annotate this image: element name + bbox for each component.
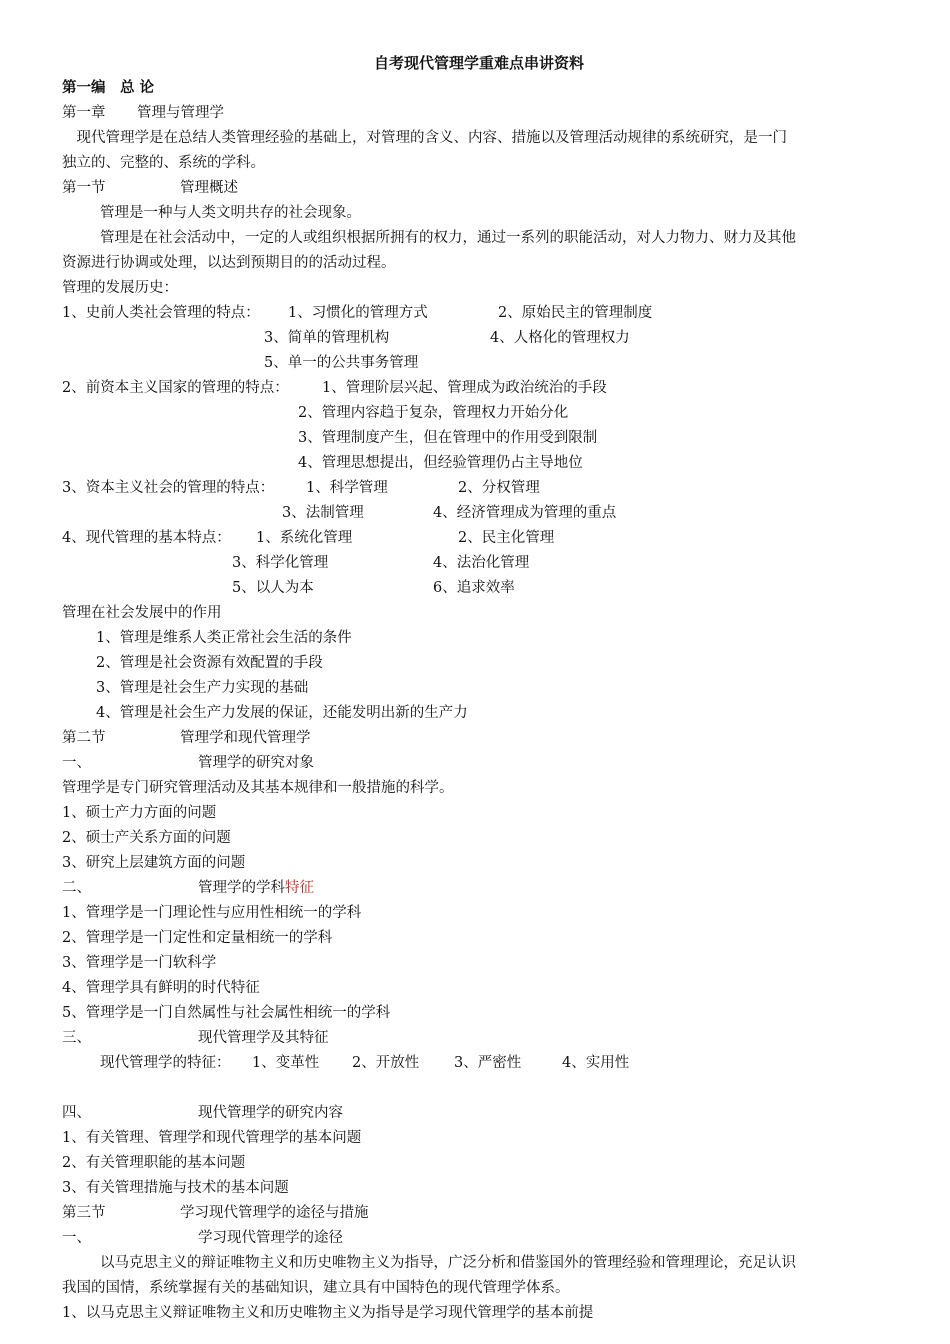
- history-4-lead: 4、现代管理的基本特点：: [62, 530, 231, 546]
- history-2-lead: 2、前资本主义国家的管理的特点：: [62, 380, 289, 396]
- feature-item: 1、变革性: [252, 1055, 320, 1071]
- section-1-name: 管理概述: [180, 180, 238, 196]
- history-2-item: 3、管理制度产生，但在管理中的作用受到限制: [298, 430, 598, 446]
- list-item: 1、以马克思主义辩证唯物主义和历史唯物主义为指导是学习现代管理学的基本前提: [62, 1305, 594, 1321]
- history-4-item: 6、追求效率: [433, 580, 515, 596]
- subsection-name: 学习现代管理学的途径: [198, 1230, 343, 1246]
- history-1-lead: 1、史前人类社会管理的特点：: [62, 305, 260, 321]
- subsection-number: 一、: [62, 755, 91, 771]
- list-item: 4、管理学具有鲜明的时代特征: [62, 980, 260, 996]
- section-1-number: 第一节: [62, 180, 106, 196]
- feature-item: 2、开放性: [352, 1055, 420, 1071]
- section-3-name: 学习现代管理学的途径与措施: [180, 1205, 369, 1221]
- chapter-heading-name: 管理与管理学: [137, 105, 224, 121]
- feature-lead: 现代管理学的特征：: [100, 1055, 231, 1071]
- subsection-number: 四、: [62, 1105, 91, 1121]
- list-item: 2、有关管理职能的基本问题: [62, 1155, 246, 1171]
- subsection-number: 一、: [62, 1230, 91, 1246]
- history-2-item: 2、管理内容趋于复杂，管理权力开始分化: [298, 405, 569, 421]
- subsection-number: 二、: [62, 880, 91, 896]
- list-item: 2、硕士产关系方面的问题: [62, 830, 231, 846]
- feature-item: 3、严密性: [454, 1055, 522, 1071]
- list-item: 3、有关管理措施与技术的基本问题: [62, 1180, 289, 1196]
- role-item: 1、管理是维系人类正常社会生活的条件: [96, 630, 352, 646]
- intro-line-2: 独立的、完整的、系统的学科。: [62, 155, 265, 171]
- list-item: 1、有关管理、管理学和现代管理学的基本问题: [62, 1130, 362, 1146]
- subsection-name-text: 管理学的学科: [198, 880, 285, 896]
- definition-1: 管理是一种与人类文明共存的社会现象。: [100, 205, 361, 221]
- history-3-item: 3、法制管理: [282, 505, 364, 521]
- role-item: 3、管理是社会生产力实现的基础: [96, 680, 309, 696]
- subsection-name: 现代管理学及其特征: [198, 1030, 329, 1046]
- list-item: 5、管理学是一门自然属性与社会属性相统一的学科: [62, 1005, 391, 1021]
- part-heading: 第一编 总 论: [62, 79, 155, 96]
- history-2-item: 4、管理思想提出，但经验管理仍占主导地位: [298, 455, 583, 471]
- subsection-definition: 管理学是专门研究管理活动及其基本规律和一般措施的科学。: [62, 780, 454, 796]
- history-1-item: 3、简单的管理机构: [264, 330, 390, 346]
- list-item: 1、管理学是一门理论性与应用性相统一的学科: [62, 905, 362, 921]
- section-2-number: 第二节: [62, 730, 106, 746]
- history-3-item: 4、经济管理成为管理的重点: [433, 505, 617, 521]
- history-2-item: 1、管理阶层兴起、管理成为政治统治的手段: [322, 380, 607, 396]
- paragraph-line-2: 我国的国情，系统掌握有关的基础知识，建立具有中国特色的现代管理学体系。: [62, 1280, 570, 1296]
- list-item: 3、研究上层建筑方面的问题: [62, 855, 246, 871]
- role-label: 管理在社会发展中的作用: [62, 605, 222, 621]
- history-1-item: 2、原始民主的管理制度: [498, 305, 653, 321]
- list-item: 3、管理学是一门软科学: [62, 955, 217, 971]
- subsection-name: 现代管理学的研究内容: [198, 1105, 343, 1121]
- history-1-item: 4、人格化的管理权力: [490, 330, 630, 346]
- list-item: 2、管理学是一门定性和定量相统一的学科: [62, 930, 333, 946]
- history-3-item: 1、科学管理: [306, 480, 388, 496]
- chapter-heading-number: 第一章: [62, 105, 106, 121]
- history-1-item: 1、习惯化的管理方式: [288, 305, 428, 321]
- role-item: 4、管理是社会生产力发展的保证，还能发明出新的生产力: [96, 705, 468, 721]
- history-1-item: 5、单一的公共事务管理: [264, 355, 419, 371]
- history-3-item: 2、分权管理: [458, 480, 540, 496]
- subsection-name: [198, 878, 314, 898]
- subsection-name: 管理学的研究对象: [198, 755, 314, 771]
- history-4-item: 1、系统化管理: [256, 530, 353, 546]
- role-item: 2、管理是社会资源有效配置的手段: [96, 655, 323, 671]
- history-3-lead: 3、资本主义社会的管理的特点：: [62, 480, 275, 496]
- history-4-item: 4、法治化管理: [433, 555, 530, 571]
- document-title: 自考现代管理学重难点串讲资料: [374, 54, 585, 72]
- highlighted-text: 特征: [285, 880, 314, 896]
- section-2-name: 管理学和现代管理学: [180, 730, 311, 746]
- definition-2-line-1: 管理是在社会活动中，一定的人或组织根据所拥有的权力，通过一系列的职能活动，对人力物力、财力及其他: [100, 230, 796, 246]
- feature-item: 4、实用性: [562, 1055, 630, 1071]
- definition-2-line-2: 资源进行协调或处理，以达到预期目的的活动过程。: [62, 255, 396, 271]
- history-4-item: 2、民主化管理: [458, 530, 555, 546]
- section-3-number: 第三节: [62, 1205, 106, 1221]
- subsection-number: 三、: [62, 1030, 91, 1046]
- history-4-item: 5、以人为本: [232, 580, 314, 596]
- history-label: 管理的发展历史：: [62, 280, 178, 296]
- intro-line-1: 现代管理学是在总结人类管理经验的基础上，对管理的含义、内容、措施以及管理活动规律的系统研究，是一门: [62, 130, 787, 146]
- history-4-item: 3、科学化管理: [232, 555, 329, 571]
- paragraph-line-1: 以马克思主义的辩证唯物主义和历史唯物主义为指导，广泛分析和借鉴国外的管理经验和管理理论，充足认识: [100, 1255, 796, 1271]
- list-item: 1、硕士产力方面的问题: [62, 805, 217, 821]
